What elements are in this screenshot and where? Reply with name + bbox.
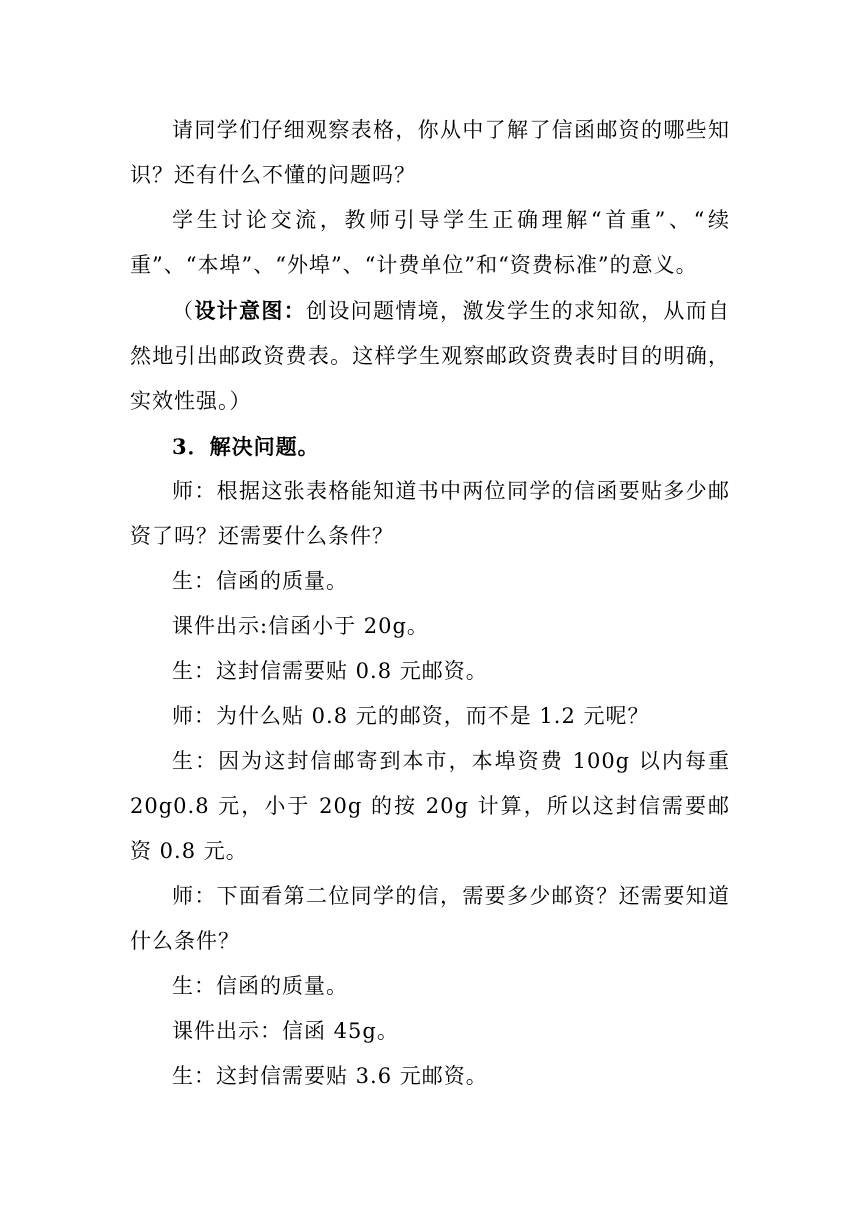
paragraph-courseware-1: 课件出示:信函小于 20g。 bbox=[172, 614, 429, 638]
paragraph-teacher-question-1: 师：根据这张表格能知道书中两位同学的信函要贴多少邮资了吗？还需要什么条件？ bbox=[130, 479, 730, 548]
paragraph-student-answer-4: 生：这封信需要贴 3.6 元邮资。 bbox=[172, 1064, 488, 1088]
section-heading-solve-problem: 3．解决问题。 bbox=[172, 434, 320, 459]
paragraph-student-answer-2: 生：这封信需要贴 0.8 元邮资。 bbox=[172, 659, 488, 683]
paragraph-teacher-question-2: 师：为什么贴 0.8 元的邮资，而不是 1.2 元呢？ bbox=[172, 704, 650, 728]
paragraph-teacher-question-3: 师：下面看第二位同学的信，需要多少邮资？还需要知道什么条件？ bbox=[130, 884, 730, 953]
paragraph-student-answer-1: 生：信函的质量。 bbox=[172, 569, 348, 593]
paragraph-student-explanation: 生：因为这封信邮寄到本市，本埠资费 100g 以内每重 20g0.8 元，小于 20g 的按 20g 计算，所以这封信需要邮资 0.8 元。 bbox=[130, 749, 730, 863]
paragraph-observe-table: 请同学们仔细观察表格，你从中了解了信函邮资的哪些知识？还有什么不懂的问题吗？ bbox=[130, 118, 730, 187]
document-page bbox=[130, 108, 730, 1099]
paragraph-courseware-2: 课件出示：信函 45g。 bbox=[172, 1019, 399, 1043]
design-intent-text: 创设问题情境，激发学生的求知欲，从而自然地引出邮政资费表。这样学生观察邮政资费表时目的明确，实效性强。） bbox=[130, 299, 731, 413]
design-intent-label: 设计意图： bbox=[194, 298, 307, 323]
design-intent-open-paren: （ bbox=[172, 299, 195, 323]
paragraph-design-intent bbox=[130, 288, 730, 424]
paragraph-discussion: 学生讨论交流，教师引导学生正确理解“首重”、“续重”、“本埠”、“外埠”、“计费单位”和“资费标准”的意义。 bbox=[130, 208, 730, 277]
paragraph-student-answer-3: 生：信函的质量。 bbox=[172, 974, 348, 998]
